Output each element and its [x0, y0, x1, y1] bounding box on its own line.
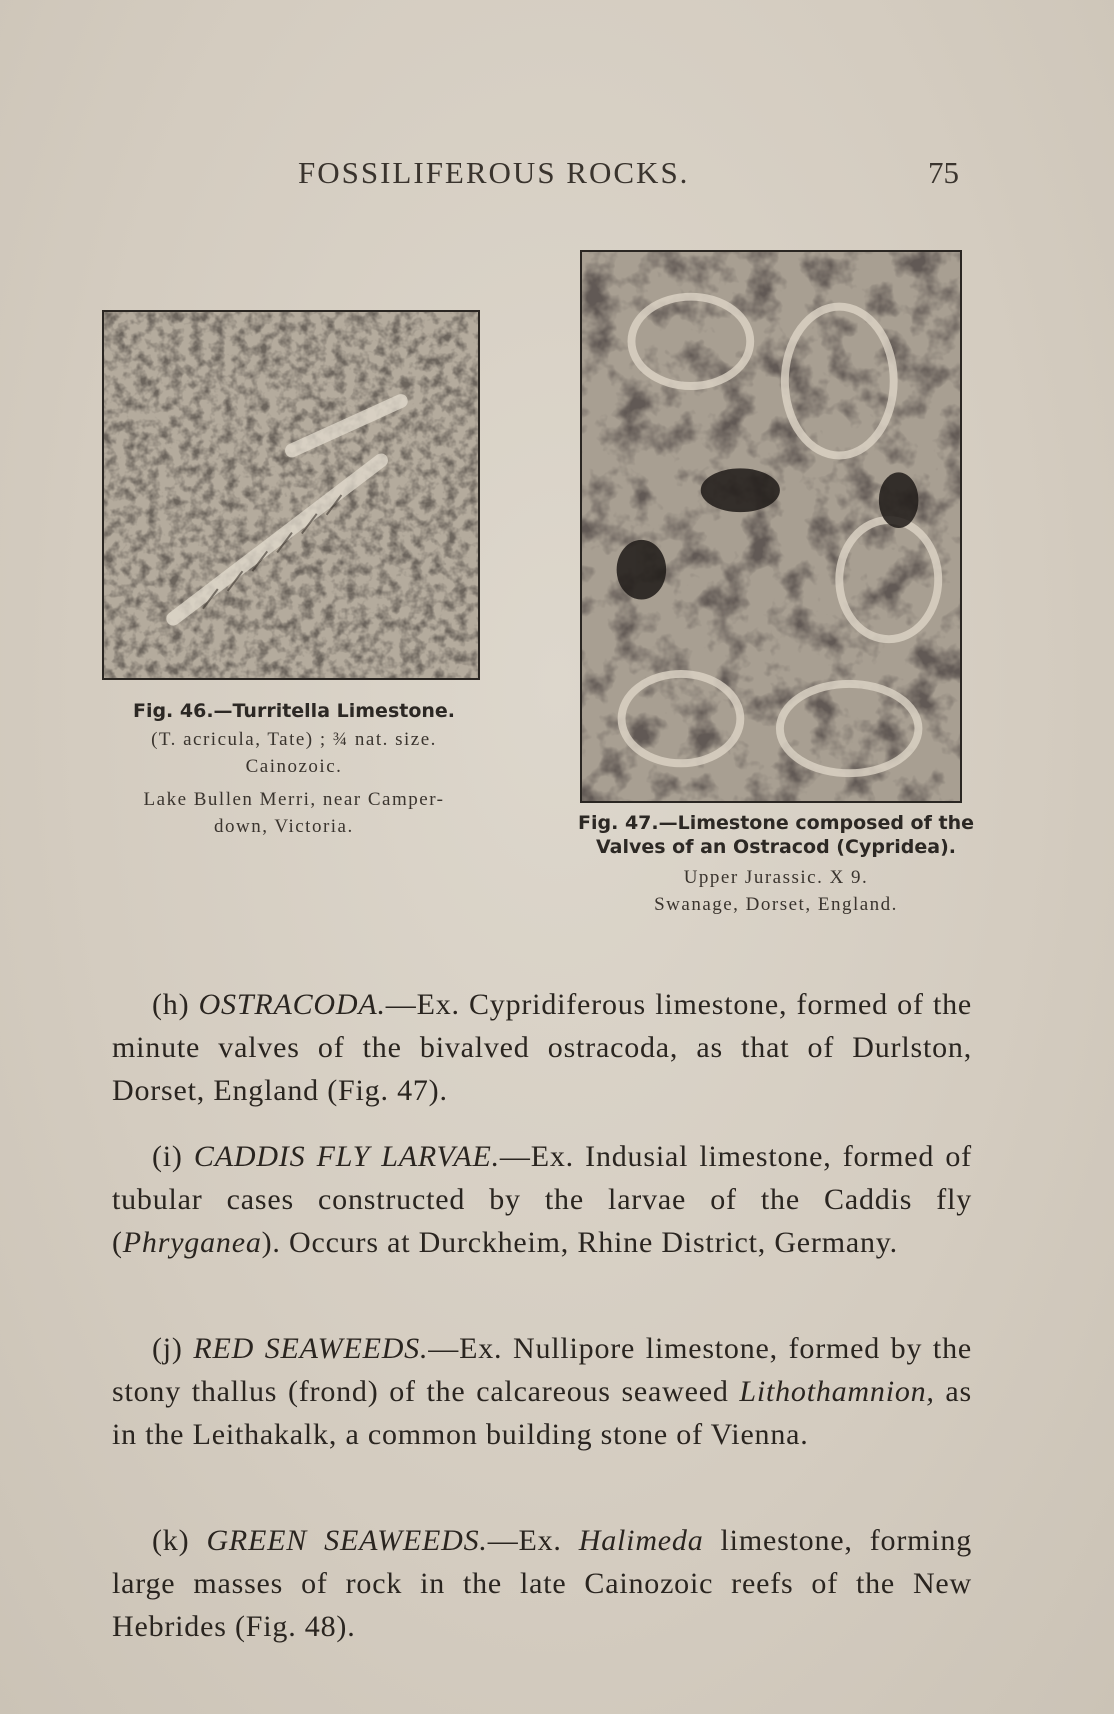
paragraph-heading: CADDIS FLY LARVAE.	[193, 1140, 500, 1173]
page-number: 75	[928, 155, 959, 190]
paragraph-label: (k)	[152, 1524, 190, 1557]
paragraph-heading: GREEN SEAWEEDS.	[206, 1524, 488, 1557]
figure-46-title: Fig. 46.—Turritella Limestone.	[132, 700, 456, 722]
figure-46-locality-line2: down, Victoria.	[214, 816, 354, 837]
paragraph-label: (j)	[152, 1332, 183, 1365]
figure-47-title-line2: Valves of an Ostracod (Cypridea).	[595, 836, 957, 858]
paragraph-text: limestone, forming large masses of rock in the late Cainozoic reefs of the New Hebrides (Fig. 48).	[112, 1524, 972, 1643]
paragraph-ostracoda	[112, 983, 972, 1112]
figure-46-era: Cainozoic.	[245, 756, 343, 777]
figure-46-caption	[98, 700, 490, 840]
figure-47-photo	[580, 250, 962, 803]
paragraph-heading: RED SEAWEEDS.	[193, 1332, 429, 1365]
paragraph-text: —Ex.	[487, 1524, 579, 1557]
paragraph-heading: OSTRACODA.	[198, 988, 386, 1021]
paragraph-text: —Ex. Indusial limestone, formed of tubular cases constructed by the larvae of the Caddis fly (	[112, 1140, 972, 1259]
paragraph-text: as in the Leithakalk, a common building stone of Vienna.	[112, 1375, 973, 1451]
figure-47-era: Upper Jurassic. X 9.	[683, 867, 869, 888]
figure-46-locality-line1: Lake Bullen Merri, near Camper-	[143, 789, 445, 810]
figure-47-title-line1: Fig. 47.—Limestone composed of the	[578, 812, 974, 834]
page-header-title: FOSSILIFEROUS ROCKS.	[298, 155, 690, 190]
paragraph-label: (i)	[152, 1140, 183, 1173]
genus-name: Lithothamnion,	[739, 1375, 935, 1408]
paragraph-text: —Ex. Cypridiferous limestone, formed of the minute valves of the bivalved ostracoda, as that of Durlston, Dorset, England (Fig. 47).	[112, 988, 972, 1107]
genus-name: Halimeda	[578, 1524, 704, 1557]
figure-46-photo	[102, 310, 480, 680]
figure-47-locality: Swanage, Dorset, England.	[654, 894, 898, 915]
genus-name: Phryganea	[122, 1226, 262, 1259]
paragraph-caddis-fly	[112, 1135, 972, 1264]
paragraph-text: —Ex. Nullipore limestone, formed by the stony thallus (frond) of the calcareous seaweed	[112, 1332, 972, 1408]
paragraph-label: (h)	[152, 988, 190, 1021]
figure-46-species: (T. acricula, Tate) ; ¾ nat. size.	[151, 729, 437, 750]
figure-47-caption	[552, 812, 1000, 918]
paragraph-red-seaweeds	[112, 1327, 972, 1456]
paragraph-green-seaweeds	[112, 1519, 972, 1648]
paragraph-text: ). Occurs at Durckheim, Rhine District, Germany.	[261, 1226, 898, 1259]
